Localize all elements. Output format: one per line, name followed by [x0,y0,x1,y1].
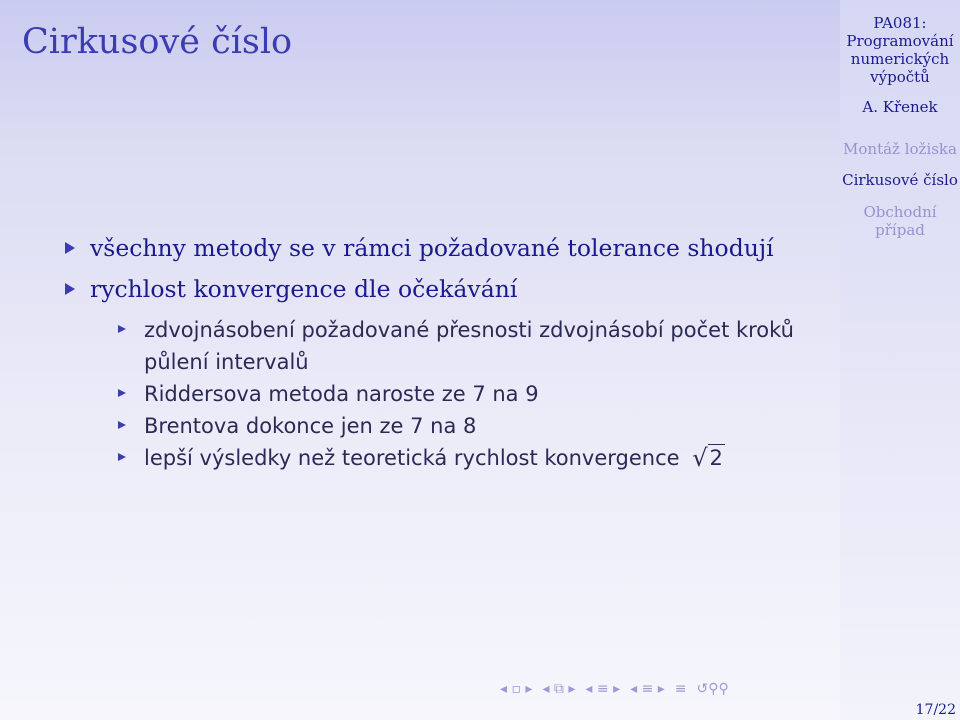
page-number: 17/22 [915,702,956,718]
nav-slide-prev-icon[interactable]: ◂ ▫ ▸ [500,681,533,697]
nav-section-icon[interactable]: ◂ ≡ ▸ [630,681,665,697]
bullet-arrow-icon [65,242,75,254]
sidebar-item-obchodni[interactable]: Obchodní případ [863,203,937,239]
sub-list-item-text: lepší výsledky než teoretická rychlost konvergence [144,446,680,470]
sidebar [840,0,960,720]
nav-frame-icon[interactable]: ◂ ⧉ ▸ [542,681,576,697]
sub-list-item-text: zdvojnásobení požadované přesnosti zdvojnásobí počet kroků půlení intervalů [144,318,794,374]
nav-subsection-icon[interactable]: ◂ ≡ ▸ [585,681,621,697]
sub-list-item-text: Riddersova metoda naroste ze 7 na 9 [144,382,539,406]
sub-list-item [62,410,822,442]
nav-search-icon[interactable]: ↺⚲⚲ [696,681,729,697]
sub-list-item [62,378,822,410]
navigation-bar [500,681,729,697]
list-item-text: rychlost konvergence dle očekávání [90,275,518,303]
sidebar-item-montaz[interactable]: Montáž ložiska [843,140,957,158]
list-item [62,269,822,310]
sub-list-item [62,314,822,378]
author-name: A. Křenek [862,98,938,116]
bullet-list [62,228,822,474]
bullet-arrow-icon [118,325,126,333]
radical-sign: √ [692,444,708,472]
course-title: PA081: Programování numerických výpočtů [846,14,954,86]
bullet-arrow-icon [118,421,126,429]
bullet-arrow-icon [118,453,126,461]
nav-document-icon[interactable]: ≡ [674,681,687,697]
sqrt-argument: 2 [709,446,723,470]
sub-bullet-list [62,314,822,474]
sub-list-item [62,442,822,474]
page-title: Cirkusové číslo [22,22,293,62]
sub-list-item-text: Brentova dokonce jen ze 7 na 8 [144,414,477,438]
sidebar-item-cirkusove[interactable]: Cirkusové číslo [842,171,958,189]
bullet-arrow-icon [65,283,75,295]
bullet-arrow-icon [118,389,126,397]
list-item-text: všechny metody se v rámci požadované tolerance shodují [90,234,774,262]
list-item [62,228,822,269]
sqrt-formula [692,442,725,474]
